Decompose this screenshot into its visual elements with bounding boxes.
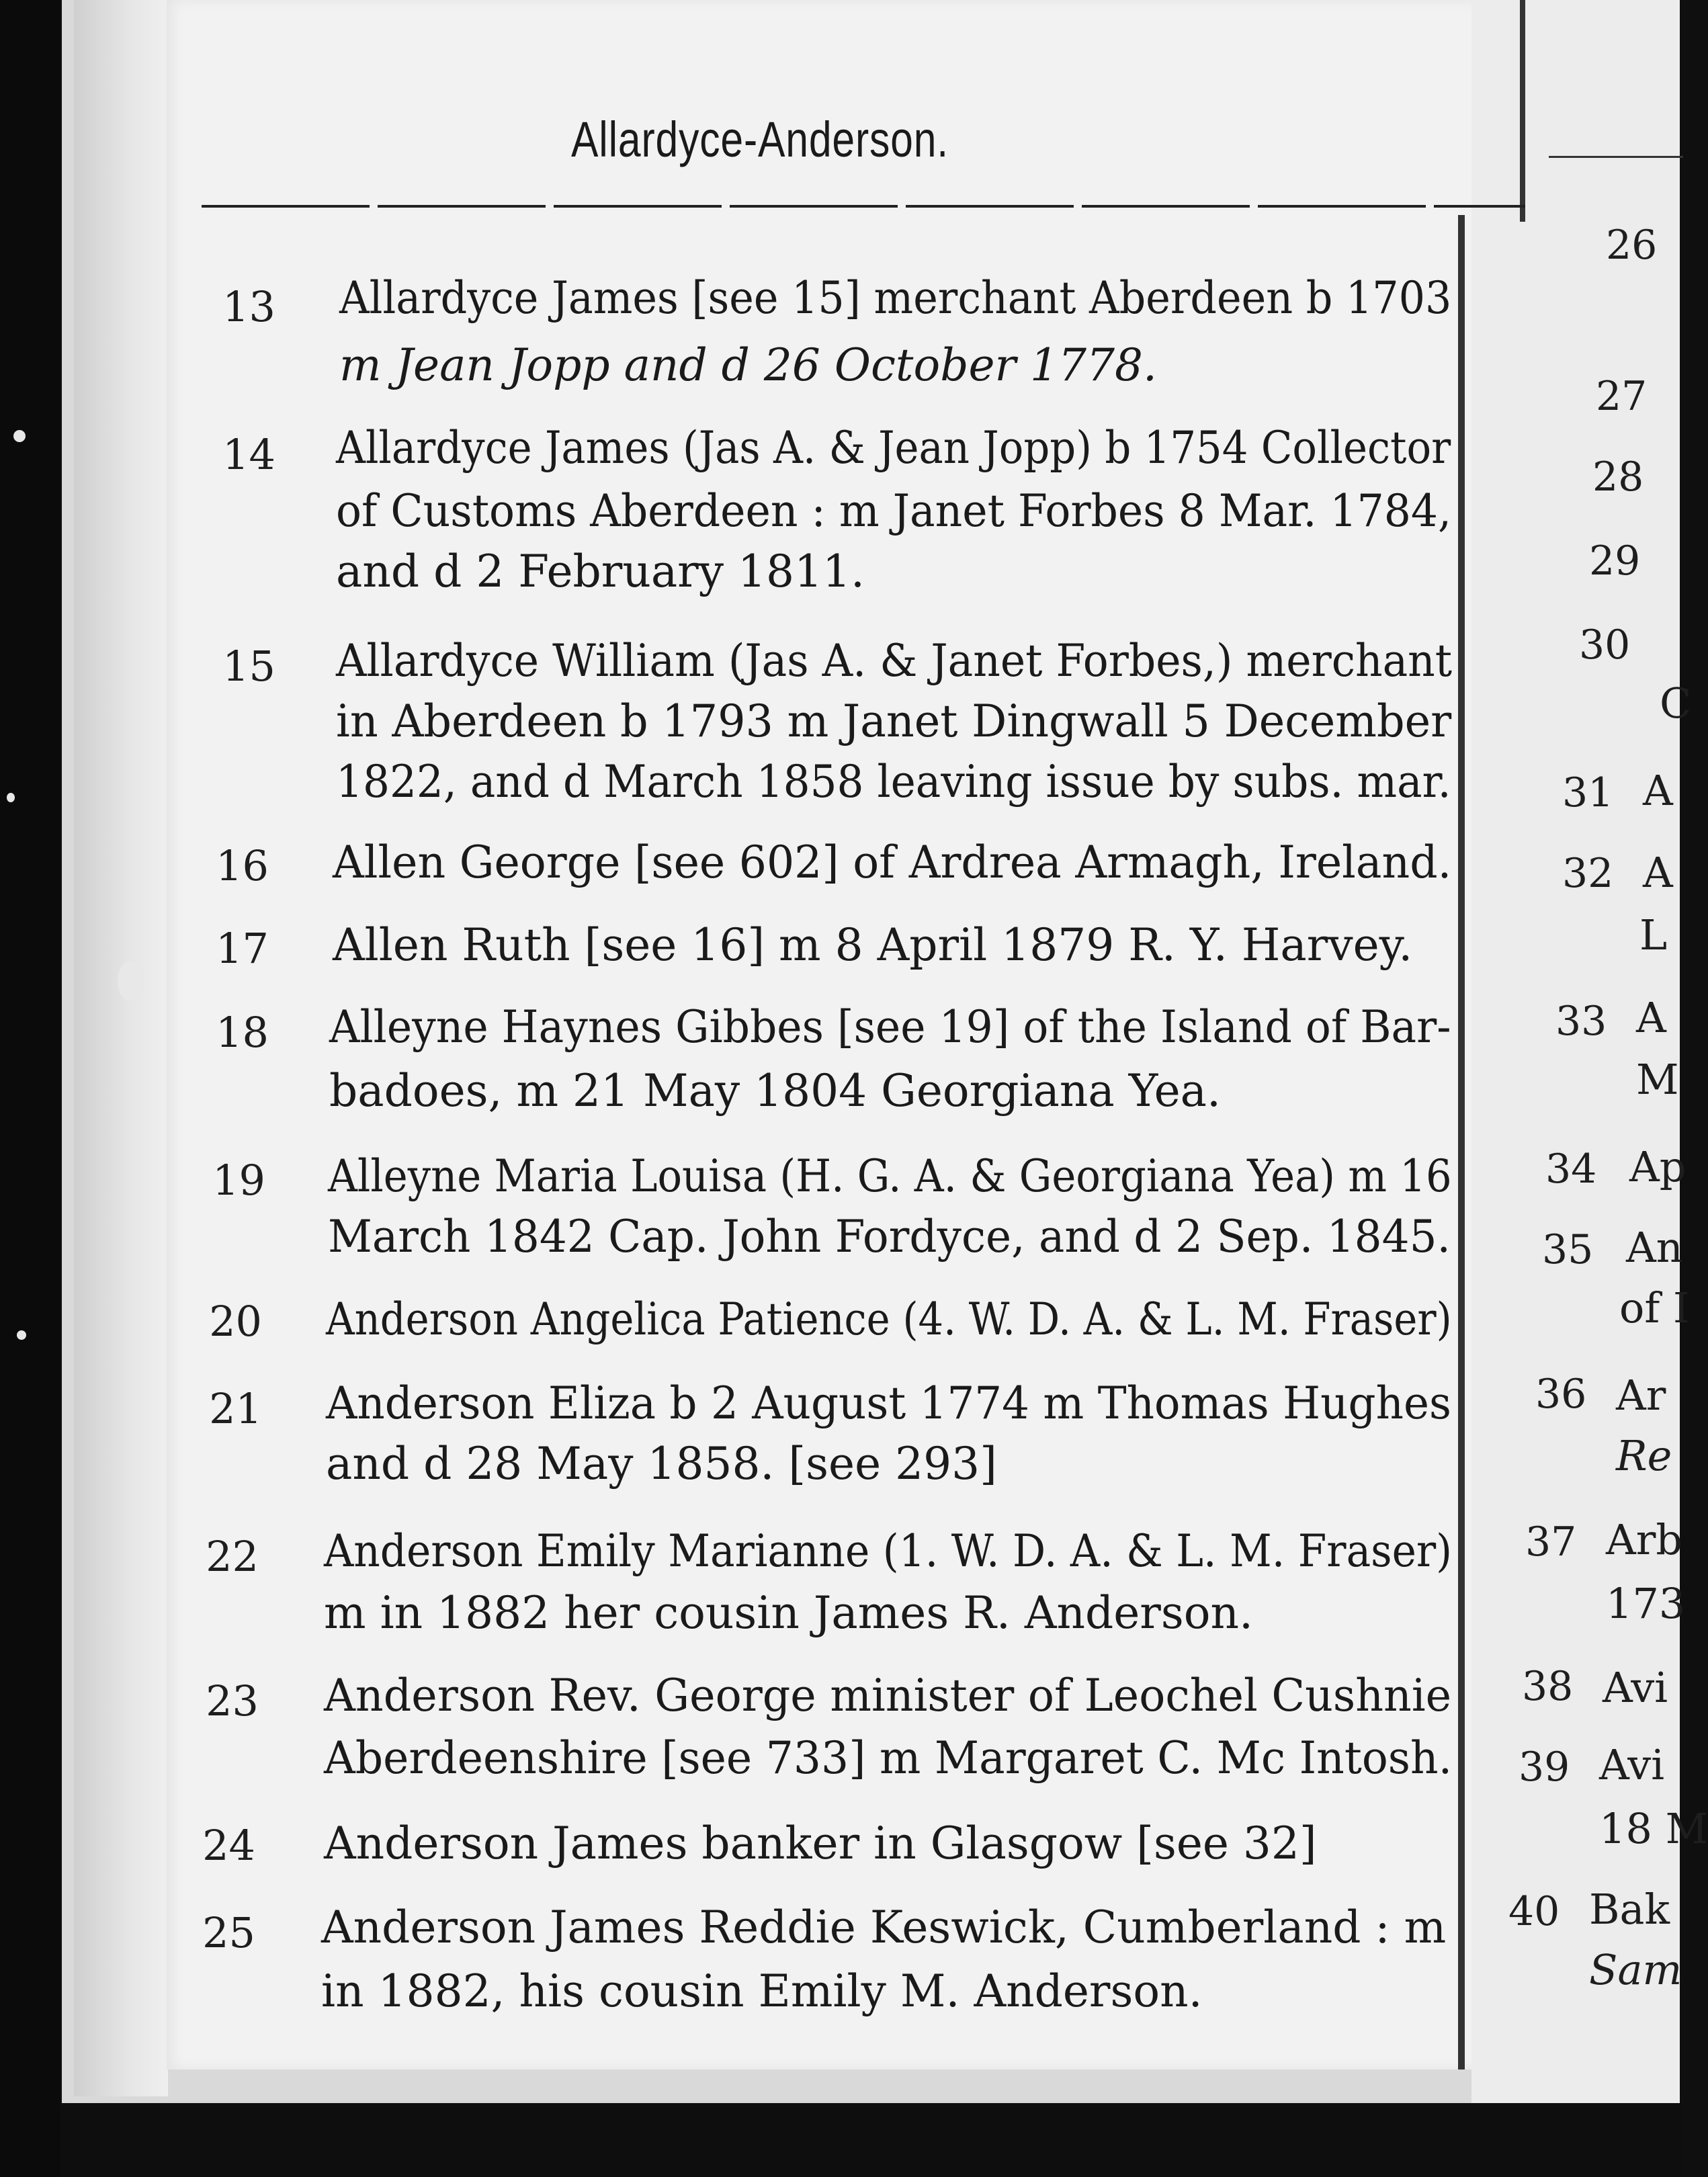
- entry-text-line: March 1842 Cap. John Fordyce, and d 2 Sep. 1845.: [328, 1211, 1451, 1263]
- right-fragment: Re: [1616, 1431, 1672, 1480]
- entry-text-line: in 1882, his cousin Emily M. Anderson.: [321, 1965, 1203, 2017]
- right-fragment: Sam: [1589, 1945, 1682, 1994]
- right-fragment: Avi: [1603, 1663, 1668, 1712]
- entry-text-line: Anderson James banker in Glasgow [see 32]: [324, 1818, 1317, 1869]
- right-fragment: of I: [1619, 1283, 1690, 1332]
- entry-text-line: Allardyce James [see 15] merchant Aberdeen b 1703: [339, 272, 1452, 324]
- right-entry-number: 34: [1545, 1146, 1597, 1193]
- page-left-edge: [74, 0, 168, 2096]
- right-entry-number: 29: [1589, 538, 1641, 585]
- entry-number: 25: [202, 1908, 255, 1957]
- entry-number: 17: [216, 924, 269, 973]
- right-fragment: A: [1643, 848, 1673, 897]
- right-fragment: Bak: [1589, 1885, 1670, 1934]
- right-fragment: Ap: [1629, 1142, 1686, 1191]
- entry-number: 22: [206, 1532, 259, 1581]
- entry-text-line: of Customs Aberdeen : m Janet Forbes 8 Mar. 1784,: [336, 485, 1452, 537]
- page-title: Allardyce-Anderson.: [571, 112, 949, 167]
- right-entry-number: 40: [1508, 1888, 1560, 1935]
- right-entry-number: 38: [1522, 1663, 1574, 1710]
- entry-text-line: Allardyce William (Jas A. & Janet Forbes,) merchant: [336, 635, 1453, 687]
- entry-text-line: Allen Ruth [see 16] m 8 April 1879 R. Y. Harvey.: [333, 919, 1413, 971]
- right-fragment: A: [1636, 993, 1666, 1042]
- entry-number: 13: [222, 282, 275, 331]
- right-entry-number: 31: [1562, 769, 1614, 816]
- entry-text-line: 1822, and d March 1858 leaving issue by subs. mar.: [336, 756, 1451, 808]
- entry-text-line: Anderson Rev. George minister of Leochel Cushnie: [324, 1670, 1452, 1721]
- right-entry-number: 33: [1555, 998, 1607, 1045]
- entry-text-line: Alleyne Maria Louisa (H. G. A. & Georgiana Yea) m 16: [328, 1150, 1452, 1202]
- entry-text-line: Anderson Angelica Patience (4. W. D. A. & L. M. Fraser): [326, 1293, 1452, 1345]
- entry-text-line: badoes, m 21 May 1804 Georgiana Yea.: [329, 1065, 1221, 1117]
- entry-number: 15: [222, 642, 275, 691]
- column-rule: [1458, 215, 1465, 2069]
- entry-text-line: Anderson Eliza b 2 August 1774 m Thomas Hughes: [326, 1377, 1451, 1429]
- entry-text-line: Allen George [see 602] of Ardrea Armagh, Ireland.: [333, 837, 1452, 888]
- entry-text-line: Alleyne Haynes Gibbes [see 19] of the Island of Bar-: [329, 1001, 1451, 1053]
- right-fragment: Ar: [1616, 1371, 1666, 1420]
- film-speck: [13, 430, 26, 442]
- right-entry-number: 32: [1562, 850, 1614, 897]
- entry-text-line: Anderson James Reddie Keswick, Cumberland : m: [321, 1902, 1447, 1953]
- right-fragment: L: [1639, 910, 1668, 959]
- right-fragment: 18 M: [1599, 1804, 1708, 1853]
- right-fragment: M: [1636, 1055, 1679, 1104]
- right-entry-number: 36: [1535, 1371, 1587, 1418]
- right-entry-number: 35: [1542, 1226, 1594, 1273]
- entry-text-line: m in 1882 her cousin James R. Anderson.: [324, 1587, 1253, 1639]
- entry-text-line: Anderson Emily Marianne (1. W. D. A. & L. M. Fraser): [324, 1525, 1453, 1577]
- right-fragment: C: [1660, 679, 1692, 728]
- entry-number: 21: [209, 1384, 262, 1433]
- right-entry-number: 30: [1579, 622, 1631, 669]
- title-rule: [202, 205, 1525, 208]
- entry-number: 19: [212, 1156, 265, 1205]
- right-entry-number: 28: [1592, 454, 1644, 501]
- entry-text-line: and d 2 February 1811.: [336, 546, 865, 597]
- right-title-rule: [1549, 156, 1683, 158]
- right-entry-number: 37: [1525, 1519, 1577, 1566]
- entry-number: 20: [209, 1297, 262, 1346]
- film-edge: [0, 0, 60, 2177]
- film-speck: [118, 961, 144, 1001]
- right-fragment: An: [1626, 1223, 1683, 1272]
- film-speck: [17, 1330, 26, 1340]
- entry-number: 14: [222, 430, 275, 479]
- right-entry-number: 26: [1606, 222, 1658, 269]
- right-entry-number: 27: [1596, 373, 1648, 420]
- entry-text-line: Allardyce James (Jas A. & Jean Jopp) b 1754 Collector: [336, 422, 1451, 474]
- right-fragment: 173: [1606, 1579, 1686, 1628]
- spine-top-line: [1520, 0, 1525, 222]
- entry-number: 23: [206, 1676, 259, 1725]
- entry-text-line: Aberdeenshire [see 733] m Margaret C. Mc Intosh.: [324, 1732, 1453, 1784]
- bottom-film-edge: [62, 2103, 1681, 2177]
- entry-number: 24: [202, 1821, 255, 1870]
- right-fragment: Arb: [1606, 1515, 1683, 1564]
- entry-text-line: in Aberdeen b 1793 m Janet Dingwall 5 December: [336, 695, 1452, 747]
- entry-number: 18: [216, 1008, 269, 1057]
- right-entry-number: 39: [1519, 1744, 1570, 1791]
- film-speck: [7, 793, 15, 802]
- entry-text-line: and d 28 May 1858. [see 293]: [326, 1438, 997, 1490]
- entry-text-line: m Jean Jopp and d 26 October 1778.: [339, 339, 1157, 391]
- entry-number: 16: [216, 841, 269, 890]
- right-fragment: A: [1643, 766, 1673, 815]
- right-fragment: Avi: [1599, 1740, 1665, 1789]
